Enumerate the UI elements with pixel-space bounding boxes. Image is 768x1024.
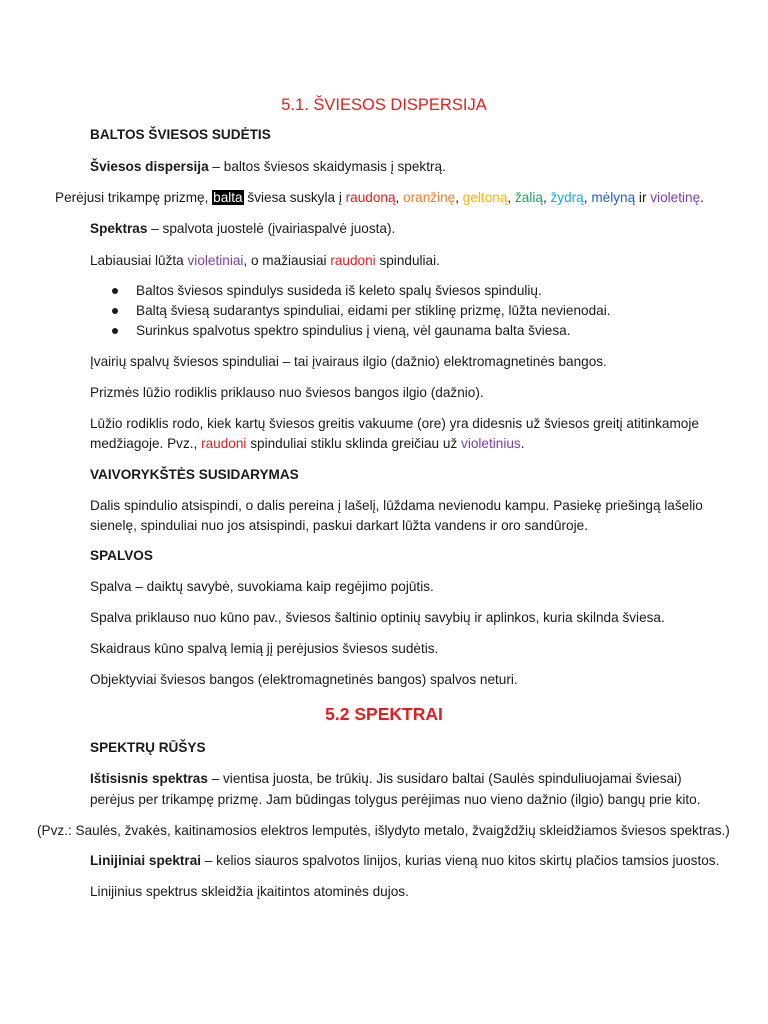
paragraph-continuous-spectrum-line1: Ištisisnis spektras – vientisa juosta, be trūkių. Jis susidaro baltai (Saulės spinduliuojamai šviesai) (90, 771, 682, 786)
color-word-red: raudoni (330, 253, 376, 268)
paragraph-continuous-spectrum-line2: perėjus per trikampę prizmę. Jam būdingas tolygus perėjimas nuo vieno dažnio (ilgio) bangų prie kito. (90, 792, 701, 807)
section-title-spectra: 5.2 SPEKTRAI (325, 704, 443, 724)
paragraph-transparent-body: Skaidraus kūno spalvą lemią jį perėjusios šviesos sudėtis. (90, 641, 439, 656)
color-word-red: raudoną (345, 190, 396, 205)
term-line-spectra: Linijiniai spektrai (90, 853, 202, 868)
color-word-blue: mėlyną (591, 190, 636, 205)
color-word-violet: violetinę (650, 190, 701, 205)
color-word-violet: violetinius (461, 436, 521, 451)
list-item: Baltos šviesos spindulys susideda iš keleto spalų šviesos spindulių. (136, 283, 542, 298)
paragraph-color-definition: Spalva – daiktų savybė, suvokiama kaip regėjimo pojūtis. (90, 579, 434, 594)
color-word-green: žalią (514, 190, 543, 205)
heading-spectrum-types: SPEKTRŲ RŪŠYS (90, 740, 206, 755)
paragraph-rainbow-line2: sienelę, spinduliai nuo jos atsispindi, paskui darkart lūžta vandens ir oro sandūroje. (90, 518, 588, 533)
paragraph-line-spectra: Linijiniai spektrai – kelios siauros spalvotos linijos, kurias vieną nuo kitos skirtų plačios tamsios juostos. (90, 853, 720, 868)
color-word-violet: violetiniai (187, 253, 244, 268)
paragraph-spectrum-definition (90, 222, 395, 236)
paragraph-rainbow-line1: Dalis spindulio atsispindi, o dalis pereina į lašelį, lūždama nevienodu kampu. Pasiekę priešingą lašelio (90, 498, 703, 513)
heading-rainbow-formation: VAIVORYKŠTĖS SUSIDARYMAS (90, 467, 299, 482)
list-item: Surinkus spalvotus spektro spindulius į vieną, vėl gaunama balta šviesa. (136, 323, 571, 338)
paragraph-color-depends: Spalva priklauso nuo kūno pav., šviesos šaltinio optinių savybių ir aplinkos, kuria skilnda šviesa. (90, 610, 665, 625)
heading-white-light-composition: BALTOS ŠVIESOS SUDĖTIS (90, 127, 271, 142)
bullet-marker (112, 308, 118, 314)
definition-text: – spalvota juostelė (įvairiaspalvė juosta). (147, 221, 396, 236)
heading-colors: SPALVOS (90, 548, 153, 563)
color-word-orange: oranžinę (403, 190, 456, 205)
text-run: šviesa suskyla į (243, 190, 346, 205)
bullet-marker (112, 328, 118, 334)
color-word-red: raudoni (201, 436, 247, 451)
list-item: Baltą šviesą sudarantys spinduliai, eidami per stiklinę prizmę, lūžta nevienodai. (136, 303, 611, 318)
definition-text: – baltos šviesos skaidymasis į spektrą. (208, 159, 446, 174)
paragraph-dispersion-definition (90, 160, 446, 174)
paragraph-objective-color: Objektyviai šviesos bangos (elektromagnetinės bangos) spalvos neturi. (90, 672, 518, 687)
color-word-yellow: geltoną (462, 190, 508, 205)
paragraph-line-spectra-source: Linijinius spektrus skleidžia įkaitintos atominės dujos. (90, 884, 409, 899)
highlighted-word: balta (213, 190, 243, 205)
paragraph-examples: (Pvz.: Saulės, žvakės, kaitinamosios elektros lemputės, išlydyto metalo, žvaigždžių skleidžiamos šviesos spektras.) (37, 823, 730, 838)
term-spectrum: Spektras (90, 221, 148, 236)
bullet-marker (112, 288, 118, 294)
text-run: Perėjusi trikampę prizmę, (55, 190, 213, 205)
term-dispersion: Šviesos dispersija (90, 159, 209, 174)
paragraph-refraction-index-line1: Lūžio rodiklis rodo, kiek kartų šviesos greitis vakuume (ore) yra didesnis už šviesos greitį atitinkamoje (90, 416, 699, 431)
paragraph-refraction-order: Labiausiai lūžta violetiniai, o mažiausiai raudoni spinduliai. (90, 253, 440, 268)
paragraph-prism-colors: Perėjusi trikampę prizmę, balta šviesa suskyla į raudoną, oranžinę, geltoną, žalią, žydrą, mėlyną ir violetinę. (55, 190, 704, 205)
paragraph-refraction-index-line2: medžiagoje. Pvz., raudoni spinduliai stiklu sklinda greičiau už violetinius. (90, 436, 525, 451)
paragraph-wavelengths: Įvairių spalvų šviesos spinduliai – tai įvairaus ilgio (dažnio) elektromagnetinės bangos. (90, 354, 607, 369)
term-continuous-spectrum: Ištisisnis spektras (90, 771, 208, 786)
paragraph-prism-index: Prizmės lūžio rodiklis priklauso nuo šviesos bangos ilgio (dažnio). (90, 385, 484, 400)
section-title-dispersion: 5.1. ŠVIESOS DISPERSIJA (281, 96, 487, 114)
color-word-cyan: žydrą (550, 190, 584, 205)
